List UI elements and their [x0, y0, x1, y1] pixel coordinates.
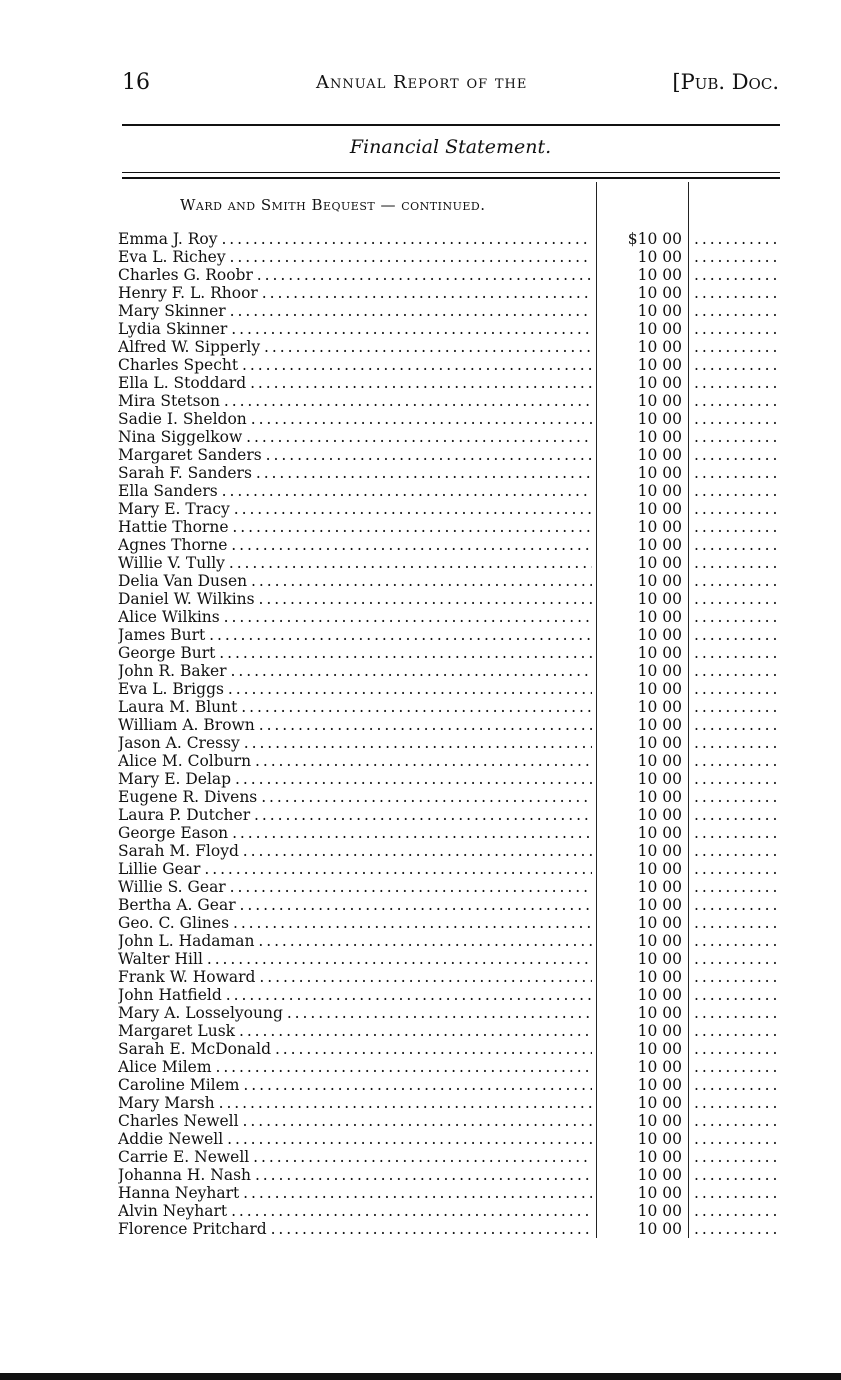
table-row: [0, 950, 841, 968]
payee-name: Sarah F. Sanders . . .: [118, 464, 592, 482]
dot-leader: [694, 968, 778, 986]
payee-name: Mary A. Losselyoung . . .: [118, 1004, 592, 1022]
payee-name: John Hatfield . . .: [118, 986, 592, 1004]
dot-leader: [694, 554, 778, 572]
payment-amount: 10 00: [637, 680, 682, 698]
dot-leader: [694, 248, 778, 266]
payee-name: Hanna Neyhart . . .: [118, 1184, 592, 1202]
dot-leader: [694, 680, 778, 698]
table-row: [0, 680, 841, 698]
payment-amount: 10 00: [637, 662, 682, 680]
dot-leader: [694, 338, 778, 356]
payment-amount: 10 00: [637, 1220, 682, 1238]
table-row: [0, 1040, 841, 1058]
payment-amount: 10 00: [637, 878, 682, 896]
payment-amount: 10 00: [637, 968, 682, 986]
dot-leader: [694, 950, 778, 968]
table-row: [0, 518, 841, 536]
payee-name: Delia Van Dusen . . .: [118, 572, 592, 590]
payment-amount: 10 00: [637, 1130, 682, 1148]
table-row: [0, 1022, 841, 1040]
payee-name: Alice Milem . . .: [118, 1058, 592, 1076]
payment-amount: 10 00: [637, 248, 682, 266]
payment-amount: 10 00: [637, 1022, 682, 1040]
dot-leader: [694, 716, 778, 734]
payee-name: Florence Pritchard . . .: [118, 1220, 592, 1238]
dot-leader: [694, 320, 778, 338]
payee-name: Charles G. Roobr . . .: [118, 266, 592, 284]
table-row: [0, 1184, 841, 1202]
payment-amount: 10 00: [637, 500, 682, 518]
payment-amount: 10 00: [637, 950, 682, 968]
table-row: [0, 572, 841, 590]
ledger-rows: [0, 230, 841, 1238]
payee-name: Henry F. L. Rhoor . . .: [118, 284, 592, 302]
table-row: [0, 770, 841, 788]
dot-leader: [694, 1040, 778, 1058]
dot-leader: [694, 428, 778, 446]
dot-leader: [694, 284, 778, 302]
payee-name: Eugene R. Divens . . .: [118, 788, 592, 806]
dot-leader: [694, 1130, 778, 1148]
dot-leader: [694, 770, 778, 788]
table-row: [0, 230, 841, 248]
dot-leader: [694, 878, 778, 896]
payment-amount: 10 00: [637, 698, 682, 716]
dot-leader: [694, 392, 778, 410]
payee-name: Charles Newell . . .: [118, 1112, 592, 1130]
payment-amount: 10 00: [637, 1202, 682, 1220]
payment-amount: 10 00: [637, 716, 682, 734]
payee-name: Walter Hill . . .: [118, 950, 592, 968]
payee-name: Alfred W. Sipperly . . .: [118, 338, 592, 356]
dot-leader: [694, 932, 778, 950]
payment-amount: 10 00: [637, 410, 682, 428]
dot-leader: [694, 1022, 778, 1040]
payment-amount: 10 00: [637, 284, 682, 302]
table-row: [0, 446, 841, 464]
table-row: [0, 644, 841, 662]
payee-name: Bertha A. Gear . . .: [118, 896, 592, 914]
payment-amount: 10 00: [637, 464, 682, 482]
payment-amount: 10 00: [637, 302, 682, 320]
payee-name: Carrie E. Newell . . .: [118, 1148, 592, 1166]
payee-name: Margaret Lusk . . .: [118, 1022, 592, 1040]
table-row: [0, 824, 841, 842]
payee-name: Alice Wilkins . . .: [118, 608, 592, 626]
table-row: [0, 266, 841, 284]
table-row: [0, 932, 841, 950]
table-row: [0, 248, 841, 266]
page-number: 16: [122, 70, 150, 95]
payee-name: John R. Baker . . .: [118, 662, 592, 680]
table-row: [0, 410, 841, 428]
table-row: [0, 1094, 841, 1112]
dot-leader: [694, 806, 778, 824]
payee-name: Willie S. Gear . . .: [118, 878, 592, 896]
table-row: [0, 806, 841, 824]
payee-name: Mary E. Delap . . .: [118, 770, 592, 788]
payee-name: Johanna H. Nash . . .: [118, 1166, 592, 1184]
table-row: [0, 356, 841, 374]
payee-name: Laura M. Blunt . . .: [118, 698, 592, 716]
payee-name: Caroline Milem . . .: [118, 1076, 592, 1094]
payment-amount: 10 00: [637, 608, 682, 626]
dot-leader: [694, 788, 778, 806]
dot-leader: [694, 914, 778, 932]
dot-leader: [694, 410, 778, 428]
table-row: [0, 878, 841, 896]
payment-amount: 10 00: [637, 554, 682, 572]
table-row: [0, 662, 841, 680]
payee-name: Eva L. Briggs . . .: [118, 680, 592, 698]
payee-name: Emma J. Roy . . .: [118, 230, 592, 248]
table-row: [0, 1130, 841, 1148]
table-top-rule-heavy: [122, 177, 780, 179]
payment-amount: 10 00: [637, 1058, 682, 1076]
dot-leader: [694, 356, 778, 374]
payment-amount: 10 00: [637, 824, 682, 842]
table-row: [0, 1220, 841, 1238]
payment-amount: 10 00: [637, 626, 682, 644]
table-row: [0, 392, 841, 410]
dot-leader: [694, 1184, 778, 1202]
table-heading: Ward and Smith Bequest — continued.: [180, 196, 486, 214]
dot-leader: [694, 572, 778, 590]
dot-leader: [694, 518, 778, 536]
dot-leader: [694, 842, 778, 860]
dot-leader: [694, 644, 778, 662]
payee-name: Sarah M. Floyd . . .: [118, 842, 592, 860]
payment-amount: 10 00: [637, 590, 682, 608]
payment-amount: 10 00: [637, 536, 682, 554]
table-top-rule: [122, 172, 780, 173]
payment-amount: 10 00: [637, 428, 682, 446]
payment-amount: 10 00: [637, 1112, 682, 1130]
dot-leader: [694, 626, 778, 644]
payee-name: Lydia Skinner . . .: [118, 320, 592, 338]
payment-amount: 10 00: [637, 788, 682, 806]
table-row: [0, 320, 841, 338]
table-row: [0, 986, 841, 1004]
table-row: [0, 716, 841, 734]
payee-name: Margaret Sanders . . .: [118, 446, 592, 464]
payee-name: Ella L. Stoddard . . .: [118, 374, 592, 392]
table-row: [0, 752, 841, 770]
table-row: [0, 608, 841, 626]
payment-amount: 10 00: [637, 1184, 682, 1202]
dot-leader: [694, 1148, 778, 1166]
payee-name: George Eason . . .: [118, 824, 592, 842]
table-row: [0, 302, 841, 320]
table-row: [0, 338, 841, 356]
table-row: [0, 1148, 841, 1166]
table-row: [0, 788, 841, 806]
table-row: [0, 554, 841, 572]
payment-amount: 10 00: [637, 356, 682, 374]
payment-amount: 10 00: [637, 1148, 682, 1166]
payee-name: Charles Specht . . .: [118, 356, 592, 374]
dot-leader: [694, 986, 778, 1004]
dot-leader: [694, 1220, 778, 1238]
payment-amount: 10 00: [637, 806, 682, 824]
payee-name: George Burt . . .: [118, 644, 592, 662]
dot-leader: [694, 734, 778, 752]
payee-name: Frank W. Howard . . .: [118, 968, 592, 986]
table-row: [0, 968, 841, 986]
table-row: [0, 1004, 841, 1022]
payment-amount: 10 00: [637, 482, 682, 500]
dot-leader: [694, 1166, 778, 1184]
payment-amount: 10 00: [637, 914, 682, 932]
payment-amount: 10 00: [637, 266, 682, 284]
payment-amount: 10 00: [637, 338, 682, 356]
dot-leader: [694, 464, 778, 482]
table-row: [0, 284, 841, 302]
page-header: [0, 70, 841, 100]
table-row: [0, 428, 841, 446]
dot-leader: [694, 608, 778, 626]
payment-amount: 10 00: [637, 572, 682, 590]
running-title: Annual Report of the: [316, 72, 528, 93]
payee-name: Geo. C. Glines . . .: [118, 914, 592, 932]
payee-name: Laura P. Dutcher . . .: [118, 806, 592, 824]
table-row: [0, 1058, 841, 1076]
payment-amount: 10 00: [637, 392, 682, 410]
dot-leader: [694, 824, 778, 842]
payment-amount: 10 00: [637, 446, 682, 464]
table-row: [0, 1202, 841, 1220]
table-row: [0, 590, 841, 608]
payment-amount: 10 00: [637, 1004, 682, 1022]
payee-name: Mary Marsh . . .: [118, 1094, 592, 1112]
payee-name: John L. Hadaman . . .: [118, 932, 592, 950]
header-rule: [122, 124, 780, 126]
payee-name: Jason A. Cressy . . .: [118, 734, 592, 752]
payee-name: Mary E. Tracy . . .: [118, 500, 592, 518]
payee-name: Ella Sanders . . .: [118, 482, 592, 500]
table-row: [0, 1076, 841, 1094]
payment-amount: 10 00: [637, 752, 682, 770]
payment-amount: 10 00: [637, 1040, 682, 1058]
payee-name: Daniel W. Wilkins . . .: [118, 590, 592, 608]
payee-name: Alvin Neyhart . . .: [118, 1202, 592, 1220]
payment-amount: 10 00: [637, 644, 682, 662]
payee-name: Sarah E. McDonald . . .: [118, 1040, 592, 1058]
dot-leader: [694, 266, 778, 284]
dot-leader: [694, 590, 778, 608]
document-reference: [Pub. Doc.: [672, 70, 779, 94]
dot-leader: [694, 860, 778, 878]
dot-leader: [694, 536, 778, 554]
payee-name: Mary Skinner . . .: [118, 302, 592, 320]
payee-name: Willie V. Tully . . .: [118, 554, 592, 572]
table-row: [0, 374, 841, 392]
payee-name: Nina Siggelkow . . .: [118, 428, 592, 446]
dot-leader: [694, 1094, 778, 1112]
table-row: [0, 500, 841, 518]
section-title: Financial Statement.: [349, 136, 552, 158]
dot-leader: [694, 302, 778, 320]
payment-amount: 10 00: [637, 770, 682, 788]
table-row: [0, 860, 841, 878]
payee-name: Addie Newell . . .: [118, 1130, 592, 1148]
payee-name: Agnes Thorne . . .: [118, 536, 592, 554]
payee-name: Lillie Gear . . .: [118, 860, 592, 878]
payee-name: Eva L. Richey . . .: [118, 248, 592, 266]
table-row: [0, 482, 841, 500]
payment-amount: 10 00: [637, 986, 682, 1004]
table-row: [0, 896, 841, 914]
payment-amount: 10 00: [637, 374, 682, 392]
payment-amount: 10 00: [637, 518, 682, 536]
table-row: [0, 842, 841, 860]
payment-amount: 10 00: [637, 1094, 682, 1112]
payee-name: Alice M. Colburn . . .: [118, 752, 592, 770]
payment-amount: $10 00: [627, 230, 682, 248]
table-row: [0, 734, 841, 752]
dot-leader: [694, 662, 778, 680]
page-bottom-edge: [0, 1373, 841, 1380]
table-row: [0, 626, 841, 644]
payee-name: Sadie I. Sheldon . . .: [118, 410, 592, 428]
dot-leader: [694, 896, 778, 914]
dot-leader: [694, 1004, 778, 1022]
payee-name: James Burt . . .: [118, 626, 592, 644]
payment-amount: 10 00: [637, 1076, 682, 1094]
dot-leader: [694, 500, 778, 518]
dot-leader: [694, 1112, 778, 1130]
dot-leader: [694, 1058, 778, 1076]
table-row: [0, 1112, 841, 1130]
dot-leader: [694, 374, 778, 392]
dot-leader: [694, 752, 778, 770]
payment-amount: 10 00: [637, 860, 682, 878]
payment-amount: 10 00: [637, 896, 682, 914]
payment-amount: 10 00: [637, 842, 682, 860]
dot-leader: [694, 230, 778, 248]
payee-name: Hattie Thorne . . .: [118, 518, 592, 536]
payment-amount: 10 00: [637, 1166, 682, 1184]
dot-leader: [694, 446, 778, 464]
dot-leader: [694, 698, 778, 716]
table-row: [0, 914, 841, 932]
payment-amount: 10 00: [637, 932, 682, 950]
payment-amount: 10 00: [637, 320, 682, 338]
payee-name: William A. Brown . . .: [118, 716, 592, 734]
table-row: [0, 464, 841, 482]
table-row: [0, 698, 841, 716]
payee-name: Mira Stetson . . .: [118, 392, 592, 410]
dot-leader: [694, 1076, 778, 1094]
dot-leader: [694, 1202, 778, 1220]
table-row: [0, 536, 841, 554]
payment-amount: 10 00: [637, 734, 682, 752]
table-row: [0, 1166, 841, 1184]
dot-leader: [694, 482, 778, 500]
